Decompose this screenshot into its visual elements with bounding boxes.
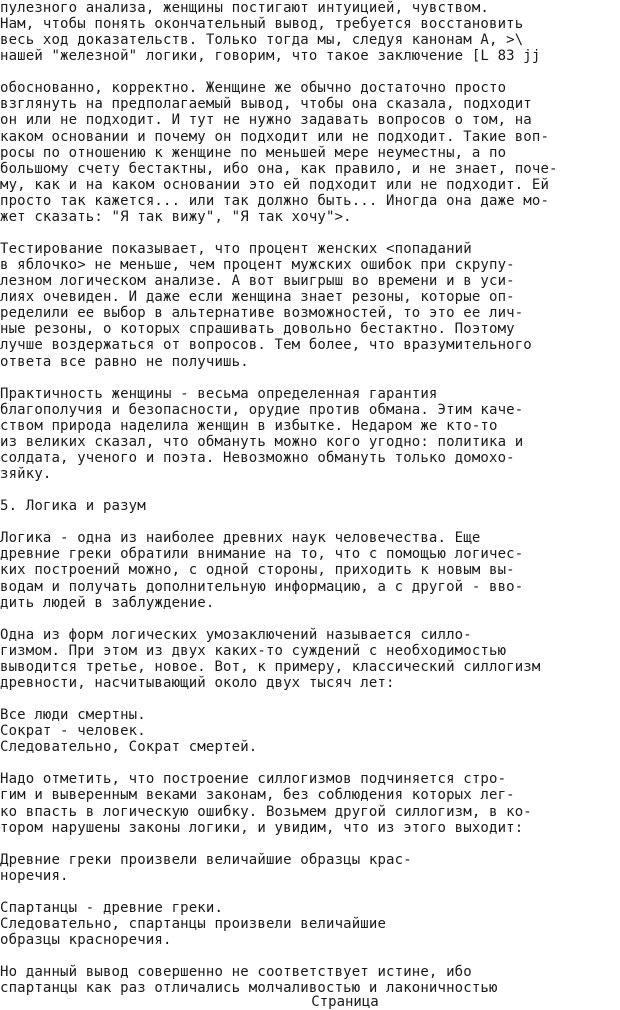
text-line: Нам, чтобы понять окончательный вывод, требуется восстановить <box>0 16 524 33</box>
section-heading: 5. Логика и разум <box>0 498 146 515</box>
text-line: взглянуть на предполагаемый вывод, чтобы она сказала, подходит <box>0 96 532 113</box>
text-line: благополучия и безопасности, орудие против обмана. Этим каче- <box>0 401 524 418</box>
text-line: ные резоны, о которых спрашивать довольно бестактно. Поэтому <box>0 321 515 338</box>
text-line: обоснованно, корректно. Женщине же обычно достаточно просто <box>0 80 507 97</box>
text-line: ких построений можно, с одной стороны, приходить к новым вы- <box>0 562 515 579</box>
text-line: лезном логическом анализе. А вот выигрыш во времени и в уси- <box>0 273 515 290</box>
text-line: древности, насчитывающий около двух тысяч лет: <box>0 674 395 691</box>
text-line: древние греки обратили внимание на то, что с помощью логичес- <box>0 546 524 563</box>
text-line: Логика - одна из наиболее древних наук человечества. Еще <box>0 530 481 547</box>
text-line: весь ход доказательств. Только тогда мы, следуя канонам А, >\ <box>0 32 524 49</box>
text-line: Следовательно, Сократ смертей. <box>0 739 258 756</box>
text-line: Спартанцы - древние греки. <box>0 899 224 916</box>
text-line: выводится третье, новое. Вот, к примеру, классический силлогизм <box>0 658 541 675</box>
text-line: спартанцы как раз отличались молчаливостью и лаконичностью <box>0 980 498 997</box>
text-line: из великих сказал, что обмануть можно кого угодно: политика и <box>0 433 524 450</box>
text-line: ответа все равно не получишь. <box>0 353 249 370</box>
text-line: му, как и на каком основании это ей подходит или не подходит. Ей <box>0 176 550 193</box>
text-line: жет сказать: "Я так вижу", "Я так хочу">. <box>0 208 352 225</box>
text-line: Надо отметить, что построение силлогизмов подчиняется стро- <box>0 771 507 788</box>
text-line: пулезного анализа, женщины постигают интуицией, чувством. <box>0 0 489 16</box>
text-line: Одна из форм логических умозаключений называется силло- <box>0 626 472 643</box>
text-line: Древние греки произвели величайшие образцы крас- <box>0 851 412 868</box>
page-footer: Страница <box>311 994 379 1010</box>
text-line: просто так кажется... или так должно быть... Иногда она даже мо- <box>0 192 550 209</box>
text-line: лучше воздержаться от вопросов. Тем более, что вразумительного <box>0 337 532 354</box>
text-line: водам и получать дополнительную информацию, а с другой - вво- <box>0 578 524 595</box>
text-line: Сократ - человек. <box>0 723 146 740</box>
text-line: гим и выверенным веками законам, без соблюдения которых лег- <box>0 787 515 804</box>
text-line: зяйку. <box>0 466 52 483</box>
text-line: Но данный вывод совершенно не соответствует истине, ибо <box>0 964 472 981</box>
text-line: гизмом. При этом из двух каких-то суждений с необходимостью <box>0 642 507 659</box>
text-line: Следовательно, спартанцы произвели величайшие <box>0 915 387 932</box>
text-line: росы по отношению к женщине по меньшей мере неуместны, а по <box>0 144 507 161</box>
text-line: большому счету бестактны, ибо она, как правило, и не знает, поче- <box>0 160 558 177</box>
text-line: лиях очевиден. И даже если женщина знает резоны, которые оп- <box>0 289 515 306</box>
text-line: Практичность женщины - весьма определенная гарантия <box>0 385 438 402</box>
text-line: ством природа наделила женщин в избытке. Недаром же кто-то <box>0 417 498 434</box>
text-line: солдата, ученого и поэта. Невозможно обмануть только домохо- <box>0 449 515 466</box>
text-line: дить людей в заблуждение. <box>0 594 215 611</box>
text-line: он или не подходит. И тут не нужно задавать вопросов о том, на <box>0 112 532 129</box>
text-line: в яблочко> не меньше, чем процент мужских ошибок при скрупу- <box>0 257 515 274</box>
text-line: ко впасть в логическую ошибку. Возьмем другой силлогизм, в ко- <box>0 803 532 820</box>
text-line: тором нарушены законы логики, и увидим, что из этого выходит: <box>0 819 524 836</box>
text-line: Тестирование показывает, что процент женских <попаданий <box>0 241 472 258</box>
text-line: каком основании и почему он подходит или не подходит. Такие воп- <box>0 128 550 145</box>
text-line: нашей "железной" логики, говорим, что такое заключение [L 83 jj <box>0 48 541 65</box>
text-line: ределили ее выбор в альтернативе возможностей, то это ее лич- <box>0 305 524 322</box>
text-line: Все люди смертны. <box>0 707 146 724</box>
text-line: норечия. <box>0 867 69 884</box>
text-line: образцы красноречия. <box>0 932 172 949</box>
